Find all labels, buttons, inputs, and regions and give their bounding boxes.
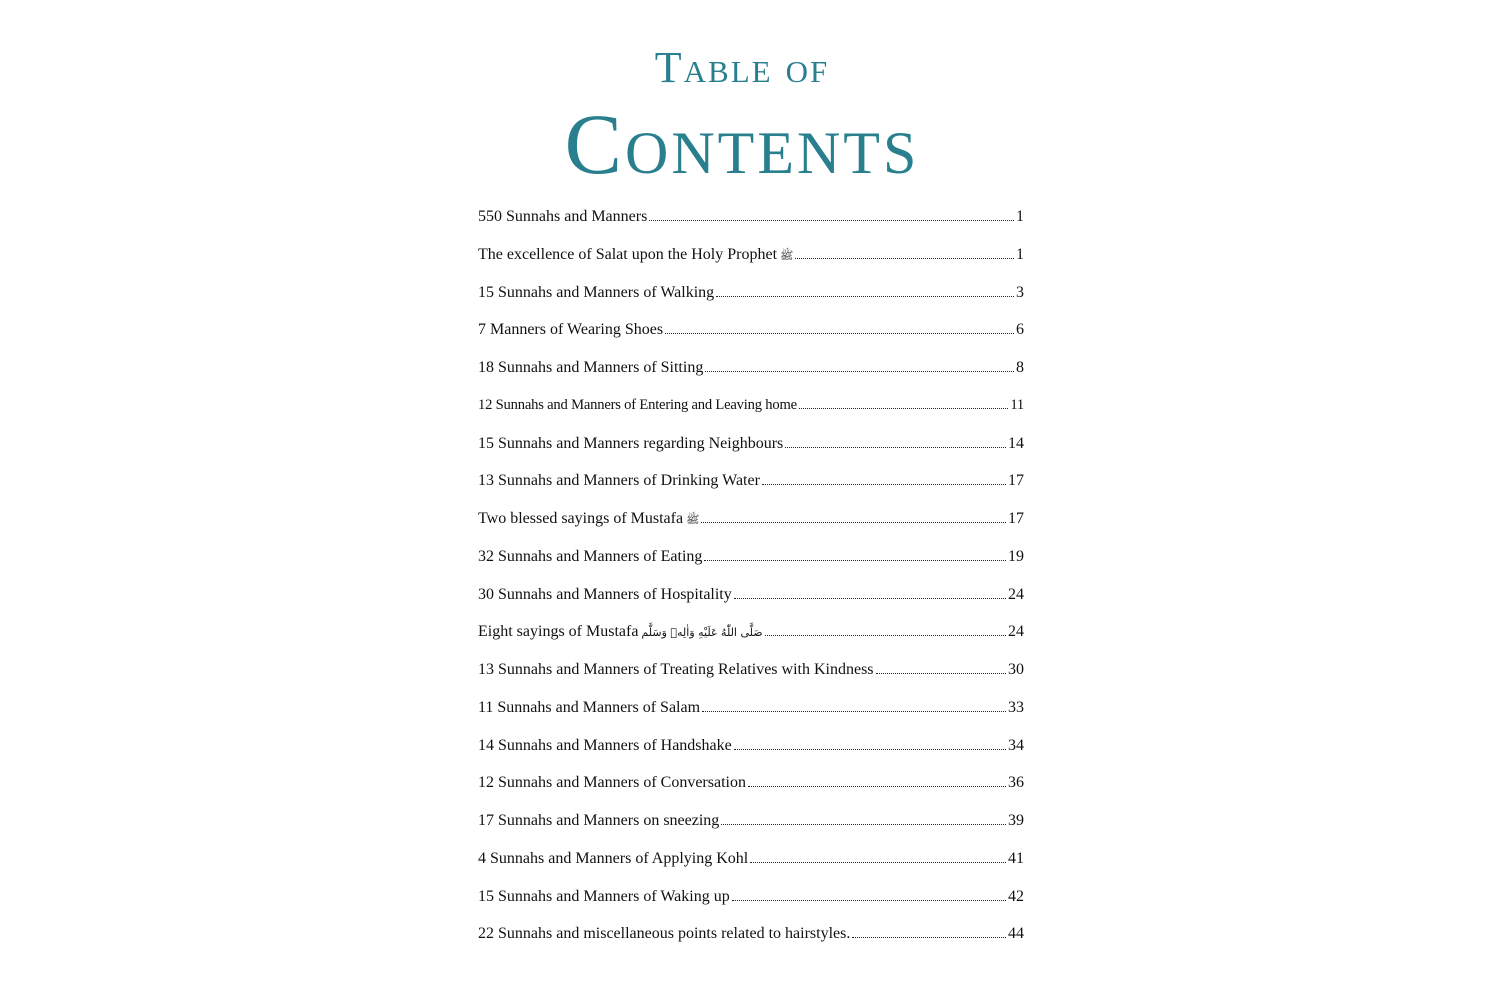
toc-entry-title-text: Eight sayings of Mustafa bbox=[478, 623, 639, 641]
toc-entry-title bbox=[478, 689, 700, 717]
dot-leader bbox=[734, 748, 1006, 750]
page-title-line2: Contents bbox=[564, 96, 920, 192]
toc-entry-title-text: 550 Sunnahs and Manners bbox=[478, 208, 648, 225]
dot-leader bbox=[762, 483, 1006, 485]
toc-entry-page-number: 41 bbox=[1008, 849, 1024, 867]
toc-entry[interactable] bbox=[478, 236, 1024, 274]
dot-leader bbox=[785, 446, 1006, 448]
dot-leader bbox=[765, 634, 1006, 636]
dot-leader bbox=[649, 219, 1014, 221]
toc-entry-title-text: 12 Sunnahs and Manners of Conversation bbox=[478, 774, 746, 792]
toc-entry-title bbox=[478, 538, 702, 566]
toc-entry-title-text: 11 Sunnahs and Manners of Salam bbox=[478, 698, 701, 716]
toc-entry-page-number: 17 bbox=[1008, 472, 1024, 490]
toc-entry-page-number: 1 bbox=[1016, 208, 1024, 225]
toc-entry[interactable] bbox=[478, 576, 1024, 614]
toc-entry-title bbox=[478, 425, 783, 453]
toc-entry-title-text: 18 Sunnahs and Manners of Sitting bbox=[478, 359, 704, 376]
toc-entry-page-number: 6 bbox=[1016, 321, 1024, 339]
toc-entry-title bbox=[478, 613, 763, 641]
toc-entry-page-number: 24 bbox=[1008, 585, 1024, 603]
toc-entry[interactable] bbox=[478, 311, 1024, 349]
toc-entry-title bbox=[478, 802, 719, 830]
dot-leader bbox=[701, 521, 1006, 523]
toc-entry-title bbox=[478, 387, 797, 414]
toc-entry[interactable] bbox=[478, 764, 1024, 802]
toc-entry-title-text: 30 Sunnahs and Manners of Hospitality bbox=[478, 585, 732, 603]
toc-entry-title-text: 12 Sunnahs and Manners of Entering and Leaving home bbox=[478, 396, 797, 413]
toc-entry[interactable] bbox=[478, 613, 1024, 651]
toc-entry-page-number: 3 bbox=[1016, 283, 1024, 301]
toc-entry-title bbox=[478, 764, 746, 792]
toc-entry-page-number: 19 bbox=[1008, 547, 1024, 565]
toc-entry[interactable] bbox=[478, 425, 1024, 463]
page-title-line1: Table of bbox=[654, 43, 830, 92]
toc-entry-page-number: 44 bbox=[1008, 925, 1024, 943]
toc-entry-title bbox=[478, 500, 699, 529]
toc-entry-title bbox=[478, 878, 730, 906]
dot-leader bbox=[876, 672, 1006, 674]
dot-leader bbox=[732, 899, 1006, 901]
toc-entry[interactable] bbox=[478, 198, 1024, 236]
toc-entry-page-number: 42 bbox=[1008, 887, 1024, 905]
toc-entry-title bbox=[478, 840, 748, 868]
dot-leader bbox=[702, 710, 1006, 712]
toc-entry[interactable] bbox=[478, 462, 1024, 500]
toc-entry-title-text: The excellence of Salat upon the Holy Prophet bbox=[478, 245, 778, 263]
toc-entry[interactable] bbox=[478, 802, 1024, 840]
toc-entry-title-text: 13 Sunnahs and Manners of Drinking Water bbox=[478, 472, 760, 490]
table-of-contents bbox=[478, 198, 1024, 953]
dot-leader bbox=[795, 257, 1014, 259]
toc-entry[interactable] bbox=[478, 878, 1024, 916]
toc-entry-title bbox=[478, 311, 663, 339]
dot-leader bbox=[748, 785, 1006, 787]
dot-leader bbox=[734, 597, 1006, 599]
toc-entry-title-text: 22 Sunnahs and miscellaneous points related to hairstyles. bbox=[478, 925, 851, 943]
toc-entry-page-number: 8 bbox=[1016, 359, 1024, 376]
dot-leader bbox=[721, 823, 1006, 825]
toc-entry-page-number: 14 bbox=[1008, 434, 1024, 452]
toc-entry[interactable] bbox=[478, 538, 1024, 576]
dot-leader bbox=[704, 559, 1006, 561]
toc-entry[interactable] bbox=[478, 915, 1024, 953]
dot-leader bbox=[852, 936, 1006, 938]
toc-entry-title bbox=[478, 727, 732, 755]
toc-entry-title bbox=[478, 462, 760, 490]
toc-entry-title-text: 4 Sunnahs and Manners of Applying Kohl bbox=[478, 849, 749, 867]
toc-entry-title-text: 15 Sunnahs and Manners of Waking up bbox=[478, 887, 730, 905]
dot-leader bbox=[705, 370, 1014, 372]
toc-entry-page-number: 34 bbox=[1008, 736, 1024, 754]
dot-leader bbox=[750, 861, 1006, 863]
toc-entry-title-text: 15 Sunnahs and Manners regarding Neighbours bbox=[478, 434, 784, 452]
toc-entry[interactable] bbox=[478, 651, 1024, 689]
honorific-calligraphy: ﷺ bbox=[780, 248, 794, 262]
toc-entry-page-number: 36 bbox=[1008, 774, 1024, 792]
toc-entry-page-number: 1 bbox=[1016, 245, 1024, 263]
toc-entry-page-number: 17 bbox=[1008, 510, 1024, 527]
toc-entry[interactable] bbox=[478, 500, 1024, 538]
toc-entry[interactable] bbox=[478, 274, 1024, 312]
toc-entry-title-text: Two blessed sayings of Mustafa bbox=[478, 510, 684, 527]
toc-entry-page-number: 11 bbox=[1010, 396, 1024, 413]
toc-entry-page-number: 39 bbox=[1008, 812, 1024, 829]
toc-entry-page-number: 30 bbox=[1008, 661, 1024, 678]
toc-entry[interactable] bbox=[478, 727, 1024, 765]
dot-leader bbox=[716, 295, 1014, 297]
toc-entry[interactable] bbox=[478, 840, 1024, 878]
toc-entry[interactable] bbox=[478, 689, 1024, 727]
toc-entry-page-number: 24 bbox=[1008, 623, 1024, 641]
toc-entry-title bbox=[478, 915, 850, 943]
toc-entry-title bbox=[478, 274, 714, 302]
toc-entry-title bbox=[478, 349, 703, 377]
toc-entry-title-text: 14 Sunnahs and Manners of Handshake bbox=[478, 736, 732, 754]
toc-entry-title-text: 15 Sunnahs and Manners of Walking bbox=[478, 283, 715, 301]
toc-entry-title-text: 13 Sunnahs and Manners of Treating Relatives with Kindness bbox=[478, 661, 874, 678]
toc-entry-title-text: 32 Sunnahs and Manners of Eating bbox=[478, 547, 703, 565]
toc-entry-page-number: 33 bbox=[1008, 698, 1024, 716]
toc-entry[interactable] bbox=[478, 387, 1024, 425]
honorific-calligraphy: صَلَّى اللّٰهُ عَلَيْهِ وَاٰلِهٖ وَسَلَّم bbox=[641, 626, 763, 640]
toc-entry-title bbox=[478, 576, 732, 604]
toc-entry-title bbox=[478, 236, 793, 265]
toc-entry-title-text: 7 Manners of Wearing Shoes bbox=[478, 321, 664, 339]
toc-entry-title-text: 17 Sunnahs and Manners on sneezing bbox=[478, 812, 720, 829]
toc-entry[interactable] bbox=[478, 349, 1024, 387]
toc-entry-title bbox=[478, 651, 874, 679]
dot-leader bbox=[665, 332, 1014, 334]
dot-leader bbox=[799, 407, 1008, 409]
toc-entry-title bbox=[478, 198, 647, 226]
honorific-calligraphy: ﷺ bbox=[686, 513, 700, 526]
